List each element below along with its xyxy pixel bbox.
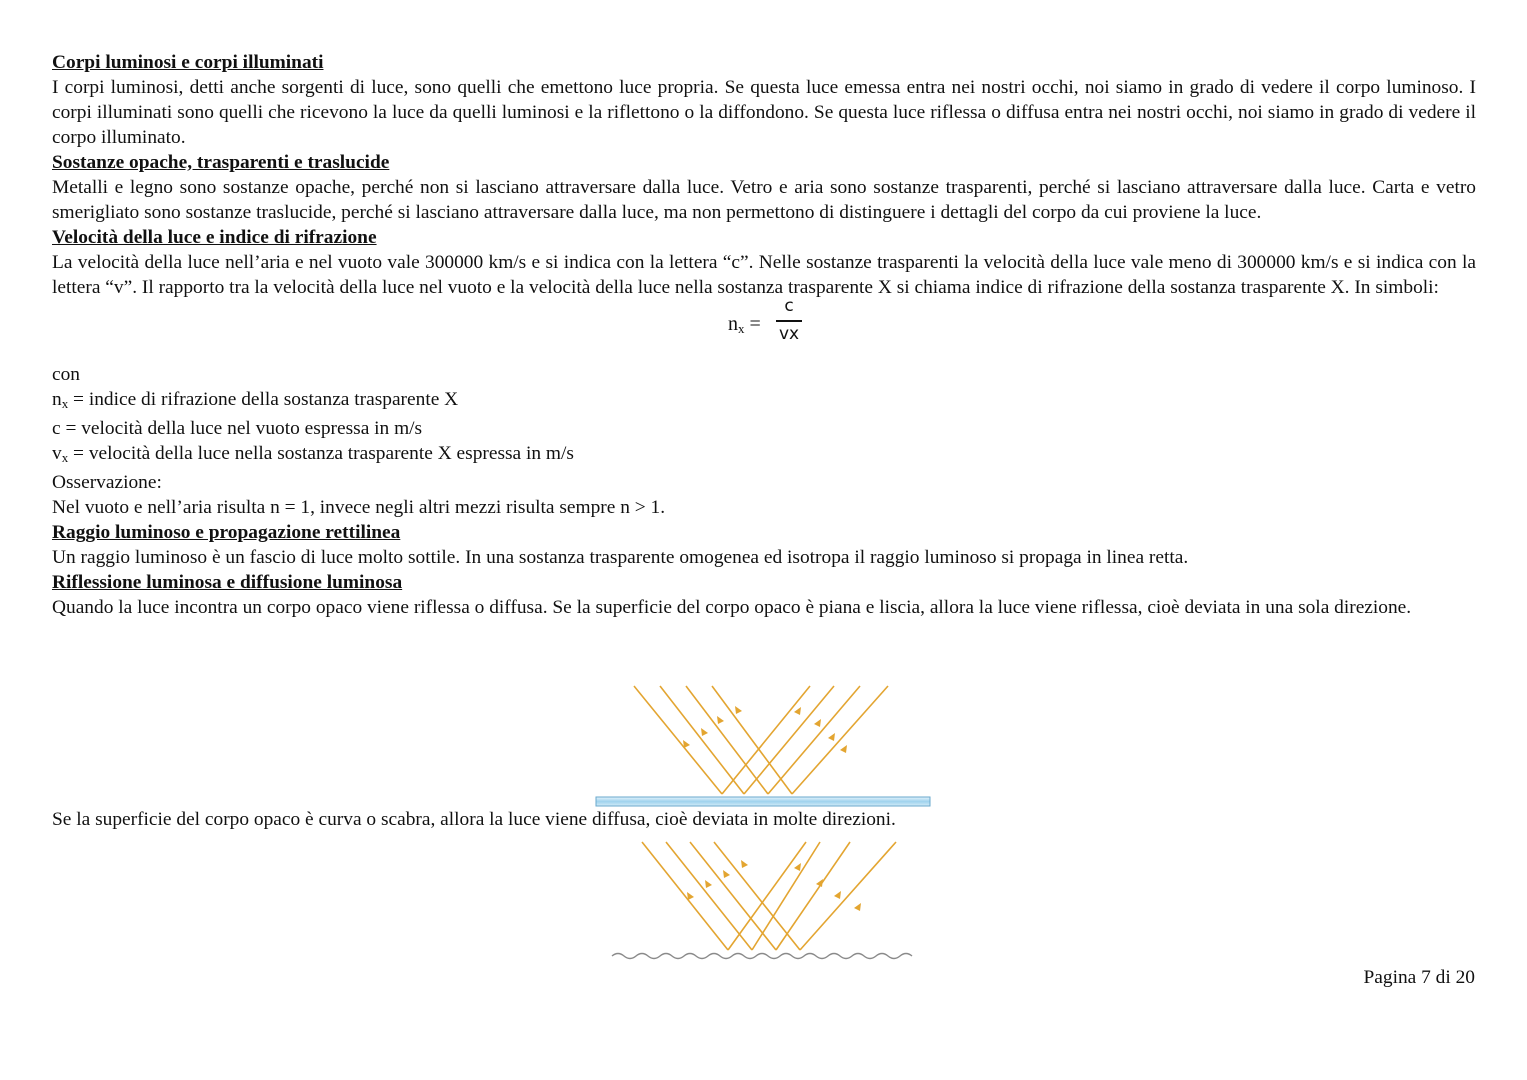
smooth-surface [596,797,930,806]
arrow-icon [723,870,730,878]
incident-ray [634,686,722,794]
incident-ray [712,686,792,794]
light-rays [634,686,888,794]
refraction-index-formula [52,296,1476,362]
arrow-icon [854,903,861,911]
arrow-icon [814,719,821,727]
arrow-icon [794,707,801,715]
paragraph-corpi-luminosi: I corpi luminosi, detti anche sorgenti di luce, sono quelli che emettono luce propria. Se questa luce emessa entra nei nostri occhi, noi siamo in grado di vedere il corpo luminoso. I corpi illuminati sono quelli che ricevono la luce da quelli luminosi e la riflettono o la diffondono. Se questa luce riflessa o diffusa entra nei nostri occhi, noi siamo in grado di vedere il corpo illuminato. [52,77,1476,148]
paragraph-diffusione: Se la superficie del corpo opaco è curva o scabra, allora la luce viene diffusa, cioè deviata in molte direzioni. [52,809,896,830]
arrow-icon [687,892,694,900]
reflected-ray [768,686,860,794]
definition-vx: $v_x$ = velocità della luce nella sostanza trasparente X espressa in m/s [52,443,574,465]
reflected-ray [722,686,810,794]
diffused-ray [752,842,820,950]
incident-ray [642,842,728,950]
heading-sostanze: Sostanze opache, trasparenti e traslucide [52,152,390,173]
paragraph-riflessione: Quando la luce incontra un corpo opaco viene riflessa o diffusa. Se la superficie del corpo opaco è piana e liscia, allora la luce viene riflessa, cioè deviata in una sola direzione. [52,597,1412,618]
heading-corpi-luminosi: Corpi luminosi e corpi illuminati [52,52,324,73]
diffuse-reflection-figure [610,838,916,964]
arrow-icon [717,716,724,724]
reflected-ray [744,686,834,794]
definition-nx: $n_x$ = indice di rifrazione della sostanza trasparente X [52,389,459,411]
formula-fraction [776,294,802,345]
incident-ray [686,686,768,794]
light-rays [642,842,896,950]
arrow-icon [741,860,748,868]
arrow-icon [794,863,801,871]
arrow-icon [840,745,847,753]
page-number: Pagina 7 di 20 [1363,967,1475,988]
heading-riflessione: Riflessione luminosa e diffusione luminosa [52,572,403,593]
con-label: con [52,364,80,385]
paragraph-raggio-luminoso: Un raggio luminoso è un fascio di luce molto sottile. In una sostanza trasparente omogenea ed isotropa il raggio luminoso si propaga in linea retta. [52,547,1189,568]
rough-surface [612,954,912,959]
formula-lhs: $n_x$ = [728,313,761,336]
osservazione-text: Nel vuoto e nell’aria risulta n = 1, invece negli altri mezzi risulta sempre n > 1. [52,497,666,518]
osservazione-label: Osservazione: [52,472,162,493]
paragraph-velocita-luce: La velocità della luce nell’aria e nel vuoto vale 300000 km/s e si indica con la lettera “c”. Nelle sostanze trasparenti la velocità della luce vale meno di 300000 km/s e si indica con la lettera “v”. Il rapporto tra la velocità della luce nel vuoto e la velocità della luce nella sostanza trasparente X si chiama indice di rifrazione della sostanza trasparente X. In simboli: [52,252,1476,298]
formula-numerator: c [784,296,794,316]
heading-velocita-luce: Velocità della luce e indice di rifrazione [52,227,377,248]
arrow-icon [683,740,690,748]
reflected-ray [792,686,888,794]
arrow-icon [705,880,712,888]
specular-reflection-figure [592,682,937,810]
definition-c: c = velocità della luce nel vuoto espressa in m/s [52,418,423,439]
arrow-icon [834,891,841,899]
paragraph-sostanze: Metalli e legno sono sostanze opache, perché non si lasciano attraversare dalla luce. Vetro e aria sono sostanze trasparenti, perché si lasciano attraversare dalla luce. Carta e vetro smerigliato sono sostanze traslucide, perché si lasciano attraversare dalla luce, ma non permettono di distinguere i dettagli del corpo da cui proviene la luce. [52,177,1476,223]
arrow-icon [828,733,835,741]
arrow-icon [701,728,708,736]
heading-raggio-luminoso: Raggio luminoso e propagazione rettilinea [52,522,401,543]
page-content [52,50,1476,620]
arrow-icon [735,706,742,714]
incident-ray [660,686,744,794]
formula-denominator: vx [778,323,800,344]
diffused-ray [728,842,806,950]
fraction-bar [776,320,802,322]
diffused-ray [800,842,896,950]
